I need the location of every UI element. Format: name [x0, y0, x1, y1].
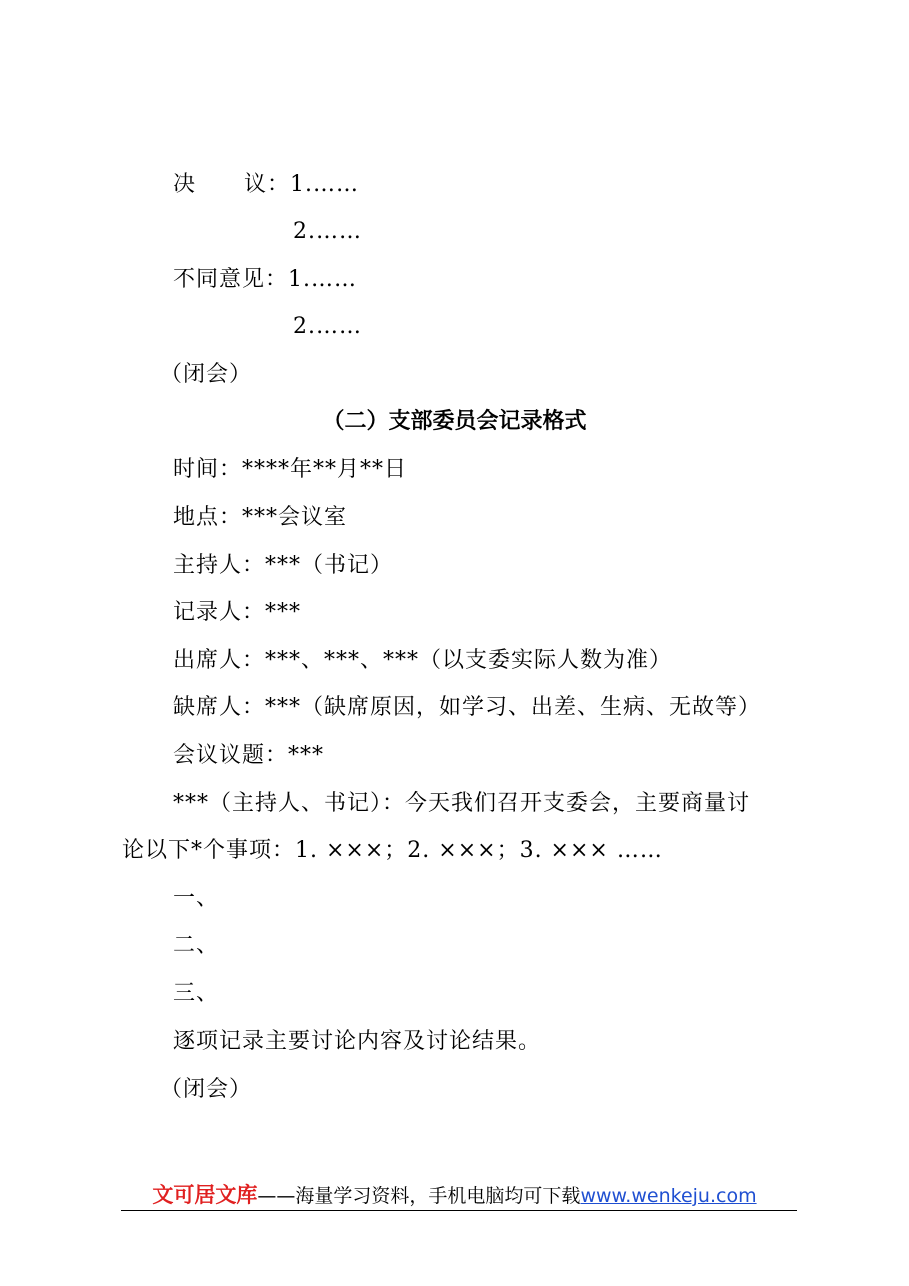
- field-absentees: 缺席人：***（缺席原因，如学习、出差、生病、无故等）: [173, 695, 762, 720]
- record-note: 逐项记录主要讨论内容及讨论结果。: [173, 1029, 542, 1054]
- footer-divider: [121, 1210, 797, 1211]
- resolution-line: [173, 171, 359, 199]
- agenda-item-1: 一、: [173, 886, 220, 911]
- resolution-item-2: 2.……: [293, 219, 362, 244]
- field-time: 时间：****年**月**日: [173, 457, 408, 482]
- close-meeting-2: （闭会）: [160, 1077, 253, 1102]
- agenda-item-2: 二、: [173, 933, 220, 958]
- field-topic: 会议议题：***: [173, 743, 325, 768]
- field-place: 地点：***会议室: [173, 505, 348, 530]
- body-paragraph-line-1: ***（主持人、书记）：今天我们召开支委会，主要商量讨: [173, 791, 751, 816]
- dissent-item-1: 1.……: [288, 267, 358, 292]
- dissent-line: [173, 266, 357, 294]
- resolution-label-b: 议：: [244, 172, 291, 197]
- section-title: （二）支部委员会记录格式: [322, 409, 587, 434]
- close-meeting-1: （闭会）: [160, 362, 253, 387]
- body-paragraph-line-2: 论以下*个事项：1. ×××；2. ×××；3. ××× ……: [122, 838, 663, 863]
- footer-slogan: ——海量学习资料，手机电脑均可下载: [257, 1185, 581, 1207]
- field-recorder: 记录人：***: [173, 600, 302, 625]
- resolution-item-1: 1.……: [290, 172, 360, 197]
- field-host: 主持人：***（书记）: [173, 553, 394, 578]
- dissent-label: 不同意见：: [173, 267, 289, 292]
- agenda-item-3: 三、: [173, 981, 220, 1006]
- footer-brand: 文可居文库: [152, 1183, 258, 1207]
- resolution-label-a: 决: [173, 172, 197, 197]
- footer-url-link[interactable]: www.wenkeju.com: [580, 1185, 757, 1207]
- field-attendees: 出席人：***、***、***（以支委实际人数为准）: [173, 648, 673, 673]
- dissent-item-2: 2.……: [293, 314, 362, 339]
- footer: [0, 1182, 909, 1209]
